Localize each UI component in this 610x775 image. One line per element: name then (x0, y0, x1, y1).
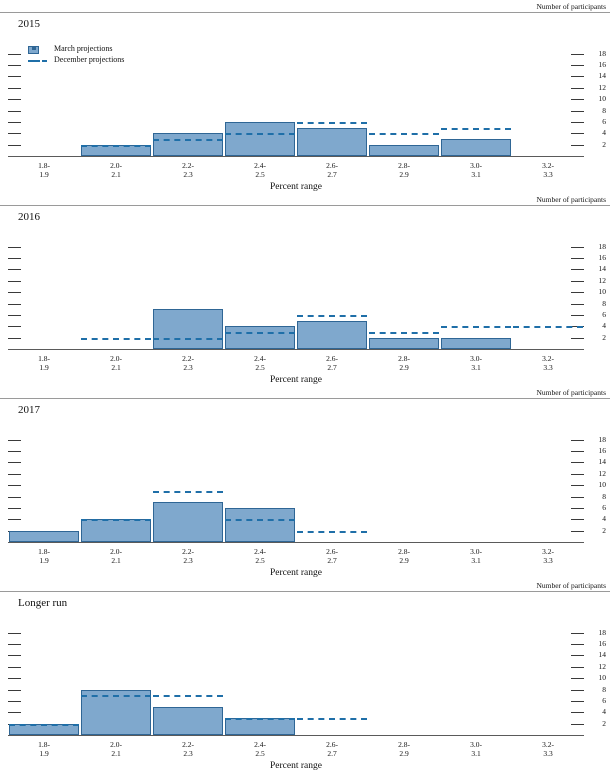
x-tick-label-bottom: 3.1 (471, 170, 481, 179)
december-step-segment (81, 145, 151, 147)
y-tick-label: 18 (598, 627, 606, 637)
x-tick-label-bottom: 1.9 (39, 170, 49, 179)
y-tick-label: 16 (598, 60, 606, 70)
y-tick-left (8, 712, 21, 713)
x-tick-label-bottom: 2.1 (111, 556, 121, 565)
y-tick-label: 4 (602, 128, 606, 138)
y-tick-label: 6 (602, 116, 606, 126)
y-tick-left (8, 315, 21, 316)
x-tick-label-bottom: 2.5 (255, 556, 265, 565)
x-tick-label-bottom: 2.5 (255, 363, 265, 372)
units-label: Number of participants (536, 195, 606, 204)
y-tick-right (571, 258, 584, 259)
december-step-segment (297, 122, 367, 124)
x-tick-label (237, 547, 283, 565)
x-tick-label-top: 2.2- (182, 161, 194, 170)
x-tick-label (237, 354, 283, 372)
y-tick-right (571, 65, 584, 66)
x-tick-label (165, 547, 211, 565)
y-tick-left (8, 633, 21, 634)
x-tick-label-bottom: 3.3 (543, 170, 553, 179)
y-tick-left (8, 451, 21, 452)
x-tick-label (381, 740, 427, 758)
y-tick-label: 6 (602, 502, 606, 512)
y-tick-label: 18 (598, 434, 606, 444)
y-tick-label: 2 (602, 332, 606, 342)
x-tick-label-bottom: 3.3 (543, 749, 553, 758)
x-tick-label-top: 2.6- (326, 547, 338, 556)
bar (225, 326, 295, 349)
y-tick-right (571, 633, 584, 634)
units-label: Number of participants (536, 388, 606, 397)
x-tick-label-top: 2.8- (398, 740, 410, 749)
y-tick-label: 2 (602, 139, 606, 149)
x-tick-label (21, 740, 67, 758)
y-tick-right (571, 655, 584, 656)
y-tick-left (8, 338, 21, 339)
legend-dash-swatch-2 (42, 60, 47, 62)
x-tick-label-top: 2.2- (182, 547, 194, 556)
y-tick-right (571, 338, 584, 339)
y-tick-right (571, 667, 584, 668)
y-tick-right (571, 247, 584, 248)
y-tick-label: 12 (598, 468, 606, 478)
x-tick-label-bottom: 2.3 (183, 363, 193, 372)
x-tick-label-top: 2.6- (326, 161, 338, 170)
plot-area (0, 593, 610, 775)
x-tick-label-top: 3.0- (470, 354, 482, 363)
december-step-segment (225, 718, 295, 720)
y-tick-right (571, 519, 584, 520)
x-tick-label (525, 547, 571, 565)
legend-dash-swatch (28, 60, 40, 62)
bar (153, 309, 223, 349)
y-tick-right (571, 145, 584, 146)
x-tick-label-bottom: 2.3 (183, 170, 193, 179)
december-step-segment (225, 519, 295, 521)
x-tick-label (453, 740, 499, 758)
x-tick-label (165, 740, 211, 758)
y-tick-left (8, 462, 21, 463)
x-tick-label-bottom: 2.3 (183, 556, 193, 565)
y-tick-label: 10 (598, 287, 606, 297)
december-step-segment (153, 695, 223, 697)
x-tick-label-top: 2.0- (110, 740, 122, 749)
bar (153, 133, 223, 156)
x-tick-label (21, 354, 67, 372)
y-tick-label: 4 (602, 707, 606, 717)
y-tick-right (571, 99, 584, 100)
y-tick-label: 4 (602, 514, 606, 524)
y-tick-right (571, 485, 584, 486)
bar (225, 508, 295, 542)
x-tick-label (453, 161, 499, 179)
y-tick-label: 14 (598, 650, 606, 660)
december-step-segment (225, 332, 295, 334)
plot-area (0, 14, 610, 196)
y-tick-left (8, 644, 21, 645)
y-tick-left (8, 133, 21, 134)
december-step-segment (369, 332, 439, 334)
panel-title: Longer run (18, 597, 68, 609)
panel-divider (0, 398, 610, 399)
y-tick-right (571, 531, 584, 532)
december-step-segment (81, 695, 151, 697)
x-tick-label (237, 161, 283, 179)
x-tick-label (93, 740, 139, 758)
december-step-segment (297, 315, 367, 317)
y-tick-right (571, 122, 584, 123)
x-tick-label-bottom: 2.5 (255, 170, 265, 179)
x-tick-label (453, 354, 499, 372)
bar (81, 519, 151, 542)
x-tick-label-bottom: 3.1 (471, 749, 481, 758)
chart-panel (0, 193, 610, 383)
x-tick-label (381, 161, 427, 179)
x-tick-label-top: 3.0- (470, 547, 482, 556)
panel-divider (0, 12, 610, 13)
y-tick-label: 10 (598, 673, 606, 683)
plot-area (0, 207, 610, 389)
y-tick-right (571, 724, 584, 725)
units-label: Number of participants (536, 581, 606, 590)
x-tick-label-top: 2.0- (110, 161, 122, 170)
x-tick-label-top: 2.4- (254, 740, 266, 749)
x-tick-label (237, 740, 283, 758)
x-axis-line (8, 735, 584, 736)
x-tick-label-top: 2.4- (254, 547, 266, 556)
y-tick-left (8, 99, 21, 100)
x-tick-label-bottom: 2.1 (111, 363, 121, 372)
bar (225, 718, 295, 735)
x-tick-label (21, 547, 67, 565)
x-tick-label (309, 161, 355, 179)
x-tick-label-bottom: 1.9 (39, 749, 49, 758)
y-tick-left (8, 145, 21, 146)
y-tick-label: 8 (602, 105, 606, 115)
x-tick-label (93, 354, 139, 372)
panel-title: 2015 (18, 18, 40, 30)
y-tick-right (571, 292, 584, 293)
y-tick-right (571, 497, 584, 498)
y-tick-left (8, 678, 21, 679)
x-tick-label-top: 3.2- (542, 354, 554, 363)
y-tick-left (8, 440, 21, 441)
x-axis-title: Percent range (270, 375, 322, 385)
y-tick-left (8, 76, 21, 77)
x-tick-label-bottom: 3.1 (471, 363, 481, 372)
december-step-segment (81, 519, 151, 521)
bar (297, 321, 367, 349)
x-tick-label (525, 161, 571, 179)
x-tick-label (381, 354, 427, 372)
x-tick-label-bottom: 2.1 (111, 749, 121, 758)
december-step-segment (153, 491, 223, 493)
x-tick-label-bottom: 2.7 (327, 749, 337, 758)
december-step-segment (153, 338, 223, 340)
x-tick-label-top: 3.2- (542, 161, 554, 170)
x-tick-label (453, 547, 499, 565)
x-tick-label-top: 2.8- (398, 161, 410, 170)
y-tick-right (571, 462, 584, 463)
y-tick-right (571, 304, 584, 305)
x-tick-label-bottom: 2.5 (255, 749, 265, 758)
x-tick-label-top: 1.8- (38, 161, 50, 170)
y-tick-left (8, 667, 21, 668)
y-tick-label: 10 (598, 480, 606, 490)
y-tick-label: 10 (598, 94, 606, 104)
december-step-segment (153, 139, 223, 141)
bar (9, 531, 79, 542)
x-tick-label-top: 2.6- (326, 740, 338, 749)
x-tick-label (525, 740, 571, 758)
december-step-segment (297, 718, 367, 720)
chart-panel (0, 579, 610, 769)
december-step-segment (9, 724, 79, 726)
december-step-segment (369, 133, 439, 135)
y-tick-left (8, 269, 21, 270)
x-tick-label (21, 161, 67, 179)
x-tick-label-top: 1.8- (38, 354, 50, 363)
y-tick-left (8, 519, 21, 520)
december-step-segment (225, 133, 295, 135)
chart-panel (0, 386, 610, 576)
y-tick-right (571, 76, 584, 77)
y-tick-left (8, 701, 21, 702)
y-tick-right (571, 678, 584, 679)
y-tick-label: 12 (598, 661, 606, 671)
y-tick-right (571, 281, 584, 282)
x-tick-label-top: 3.0- (470, 740, 482, 749)
x-tick-label (165, 161, 211, 179)
x-tick-label-bottom: 2.9 (399, 749, 409, 758)
y-tick-left (8, 88, 21, 89)
legend-label-december: December projections (54, 55, 125, 64)
x-tick-label-bottom: 2.7 (327, 556, 337, 565)
units-label: Number of participants (536, 2, 606, 11)
x-tick-label (165, 354, 211, 372)
x-axis-title: Percent range (270, 568, 322, 578)
y-tick-left (8, 508, 21, 509)
x-tick-label (309, 354, 355, 372)
x-tick-label-top: 1.8- (38, 547, 50, 556)
x-tick-label (93, 547, 139, 565)
y-tick-left (8, 258, 21, 259)
x-tick-label-top: 2.8- (398, 354, 410, 363)
x-tick-label (309, 547, 355, 565)
x-tick-label (93, 161, 139, 179)
y-tick-left (8, 485, 21, 486)
legend-label-march: March projections (54, 44, 113, 53)
december-step-segment (441, 128, 511, 130)
y-tick-label: 8 (602, 491, 606, 501)
y-tick-label: 14 (598, 264, 606, 274)
x-axis-title: Percent range (270, 761, 322, 771)
x-axis-line (8, 542, 584, 543)
x-axis-line (8, 349, 584, 350)
x-tick-label-bottom: 2.9 (399, 556, 409, 565)
x-tick-label (381, 547, 427, 565)
december-step-segment (297, 531, 367, 533)
bar (225, 122, 295, 156)
x-tick-label-bottom: 3.3 (543, 363, 553, 372)
x-tick-label (525, 354, 571, 372)
y-tick-label: 18 (598, 48, 606, 58)
y-tick-label: 2 (602, 718, 606, 728)
december-step-segment (441, 326, 511, 328)
y-tick-left (8, 497, 21, 498)
x-axis-line (8, 156, 584, 157)
y-tick-label: 14 (598, 457, 606, 467)
y-tick-left (8, 690, 21, 691)
x-tick-label-bottom: 2.7 (327, 170, 337, 179)
y-tick-label: 2 (602, 525, 606, 535)
y-tick-left (8, 54, 21, 55)
legend-bar-swatch-core (32, 47, 36, 50)
y-tick-label: 12 (598, 275, 606, 285)
y-tick-left (8, 65, 21, 66)
x-tick-label-top: 1.8- (38, 740, 50, 749)
y-tick-right (571, 440, 584, 441)
y-tick-left (8, 122, 21, 123)
panel-divider (0, 591, 610, 592)
plot-area (0, 400, 610, 582)
panel-title: 2017 (18, 404, 40, 416)
x-tick-label-top: 2.8- (398, 547, 410, 556)
x-tick-label-top: 2.0- (110, 547, 122, 556)
y-tick-right (571, 701, 584, 702)
y-tick-right (571, 690, 584, 691)
y-tick-label: 6 (602, 695, 606, 705)
december-step-segment (513, 326, 583, 328)
y-tick-left (8, 304, 21, 305)
y-tick-right (571, 451, 584, 452)
december-step-segment (81, 338, 151, 340)
y-tick-label: 14 (598, 71, 606, 81)
x-tick-label-top: 2.4- (254, 354, 266, 363)
x-tick-label-top: 2.0- (110, 354, 122, 363)
panel-divider (0, 205, 610, 206)
y-tick-label: 16 (598, 639, 606, 649)
bar (369, 338, 439, 349)
y-tick-right (571, 315, 584, 316)
x-tick-label-top: 2.6- (326, 354, 338, 363)
x-tick-label-top: 2.2- (182, 354, 194, 363)
x-tick-label-top: 2.2- (182, 740, 194, 749)
y-tick-right (571, 88, 584, 89)
y-tick-right (571, 508, 584, 509)
x-tick-label-top: 3.2- (542, 547, 554, 556)
y-tick-left (8, 655, 21, 656)
y-tick-label: 4 (602, 321, 606, 331)
y-tick-right (571, 111, 584, 112)
x-tick-label-top: 2.4- (254, 161, 266, 170)
x-tick-label-bottom: 2.9 (399, 363, 409, 372)
y-tick-left (8, 111, 21, 112)
y-tick-label: 18 (598, 241, 606, 251)
bar (297, 128, 367, 156)
x-tick-label-top: 3.0- (470, 161, 482, 170)
y-tick-label: 16 (598, 253, 606, 263)
y-tick-right (571, 269, 584, 270)
x-tick-label-bottom: 1.9 (39, 363, 49, 372)
y-tick-right (571, 133, 584, 134)
y-tick-left (8, 281, 21, 282)
y-tick-label: 12 (598, 82, 606, 92)
x-tick-label-bottom: 2.3 (183, 749, 193, 758)
y-tick-left (8, 247, 21, 248)
x-tick-label-bottom: 3.3 (543, 556, 553, 565)
y-tick-label: 8 (602, 684, 606, 694)
x-tick-label-top: 3.2- (542, 740, 554, 749)
x-axis-title: Percent range (270, 182, 322, 192)
x-tick-label-bottom: 3.1 (471, 556, 481, 565)
bar (441, 139, 511, 156)
y-tick-right (571, 712, 584, 713)
x-tick-label-bottom: 1.9 (39, 556, 49, 565)
x-tick-label-bottom: 2.1 (111, 170, 121, 179)
y-tick-right (571, 644, 584, 645)
x-tick-label-bottom: 2.9 (399, 170, 409, 179)
y-tick-right (571, 54, 584, 55)
bar (369, 145, 439, 156)
y-tick-left (8, 292, 21, 293)
panel-title: 2016 (18, 211, 40, 223)
y-tick-left (8, 474, 21, 475)
x-tick-label (309, 740, 355, 758)
chart-panel (0, 0, 610, 190)
y-tick-label: 6 (602, 309, 606, 319)
y-tick-left (8, 326, 21, 327)
bar (153, 502, 223, 542)
y-tick-label: 16 (598, 446, 606, 456)
y-tick-right (571, 474, 584, 475)
x-tick-label-bottom: 2.7 (327, 363, 337, 372)
y-tick-label: 8 (602, 298, 606, 308)
bar (441, 338, 511, 349)
bar (153, 707, 223, 735)
